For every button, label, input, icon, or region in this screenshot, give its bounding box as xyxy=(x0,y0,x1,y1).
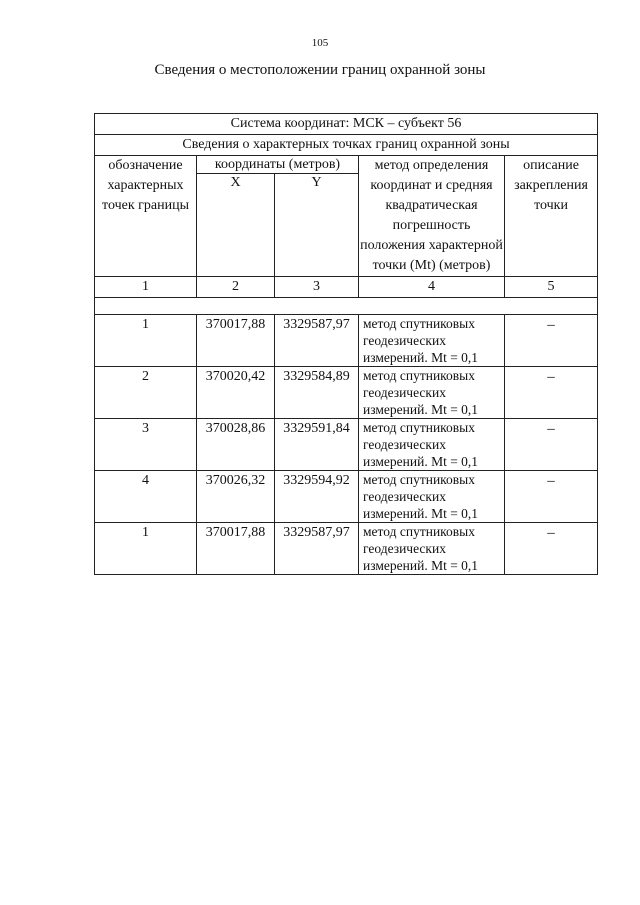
y-cell: 3329587,97 xyxy=(275,315,359,367)
description-cell: – xyxy=(505,419,598,471)
coordinate-system-header: Система координат: МСК – субъект 56 xyxy=(95,114,598,135)
column-number: 5 xyxy=(505,277,598,298)
column-number: 1 xyxy=(95,277,197,298)
points-info-row xyxy=(95,135,598,156)
table-row xyxy=(95,315,598,367)
x-cell: 370026,32 xyxy=(197,471,275,523)
x-cell: 370028,86 xyxy=(197,419,275,471)
y-cell: 3329594,92 xyxy=(275,471,359,523)
x-cell: 370017,88 xyxy=(197,315,275,367)
column-number-row xyxy=(95,277,598,298)
points-info-header: Сведения о характерных точках границ охранной зоны xyxy=(95,135,598,156)
designation-header: обозначение характерных точек границы xyxy=(95,156,197,277)
blank-cell xyxy=(95,298,598,315)
description-cell: – xyxy=(505,315,598,367)
method-cell: метод спутниковых геодезических измерений. Mt = 0,1 xyxy=(359,471,505,523)
table-row xyxy=(95,419,598,471)
description-cell: – xyxy=(505,471,598,523)
coordinates-header: координаты (метров) xyxy=(197,156,359,174)
y-cell: 3329591,84 xyxy=(275,419,359,471)
y-cell: 3329584,89 xyxy=(275,367,359,419)
document-title: Сведения о местоположении границ охранной зоны xyxy=(154,62,486,78)
page-number: 105 xyxy=(311,37,329,49)
coordinate-system-row xyxy=(95,114,598,135)
method-cell: метод спутниковых геодезических измерений. Mt = 0,1 xyxy=(359,315,505,367)
blank-row xyxy=(95,298,598,315)
y-cell: 3329587,97 xyxy=(275,523,359,575)
method-cell: метод спутниковых геодезических измерений. Mt = 0,1 xyxy=(359,367,505,419)
boundary-points-table xyxy=(94,113,598,575)
method-cell: метод спутниковых геодезических измерений. Mt = 0,1 xyxy=(359,523,505,575)
x-header: X xyxy=(197,174,275,277)
method-header: метод определения координат и средняя квадратическая погрешность положения характерной точки (Mt) (метров) xyxy=(359,156,505,277)
x-cell: 370020,42 xyxy=(197,367,275,419)
x-cell: 370017,88 xyxy=(197,523,275,575)
column-number: 4 xyxy=(359,277,505,298)
column-number: 2 xyxy=(197,277,275,298)
column-header-row xyxy=(95,156,598,174)
table-row xyxy=(95,471,598,523)
description-header: описание закрепления точки xyxy=(505,156,598,277)
point-cell: 2 xyxy=(95,367,197,419)
point-cell: 1 xyxy=(95,315,197,367)
y-header: Y xyxy=(275,174,359,277)
description-cell: – xyxy=(505,523,598,575)
table-row xyxy=(95,367,598,419)
table-row xyxy=(95,523,598,575)
column-number: 3 xyxy=(275,277,359,298)
description-cell: – xyxy=(505,367,598,419)
point-cell: 1 xyxy=(95,523,197,575)
point-cell: 4 xyxy=(95,471,197,523)
point-cell: 3 xyxy=(95,419,197,471)
method-cell: метод спутниковых геодезических измерений. Mt = 0,1 xyxy=(359,419,505,471)
